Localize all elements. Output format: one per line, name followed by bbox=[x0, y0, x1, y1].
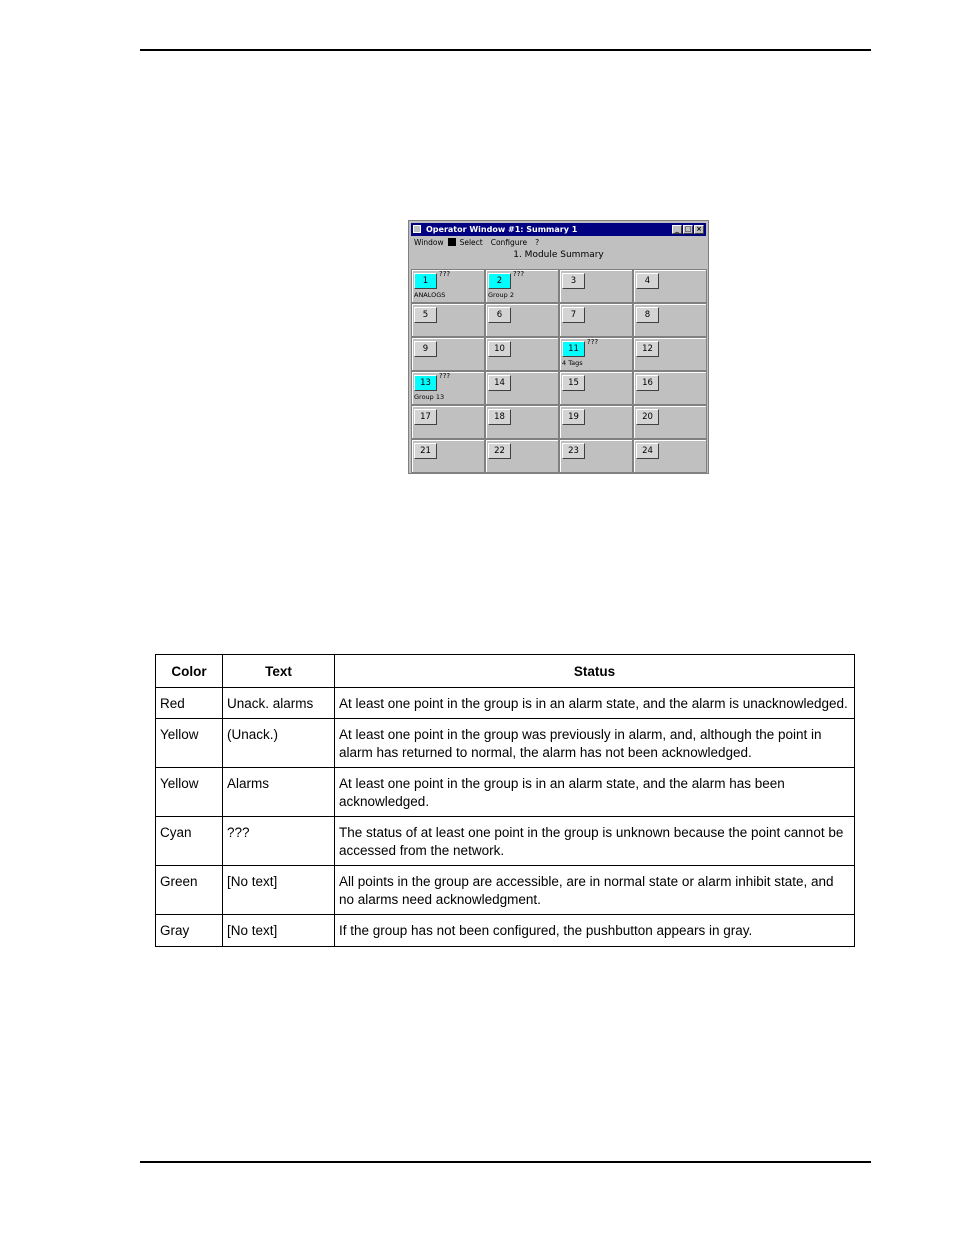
group-label: Group 13 bbox=[414, 393, 445, 401]
group-cell bbox=[559, 405, 633, 439]
cell-text: [No text] bbox=[223, 915, 335, 947]
menu-select[interactable]: Select bbox=[459, 238, 483, 247]
group-pushbutton[interactable]: 17 bbox=[414, 409, 437, 425]
window-titlebar[interactable] bbox=[411, 223, 706, 236]
status-color-table bbox=[155, 654, 855, 947]
footer-rule bbox=[140, 1161, 871, 1163]
group-cell bbox=[559, 269, 633, 303]
group-cell bbox=[411, 269, 485, 303]
group-cell bbox=[411, 439, 485, 473]
table-row bbox=[156, 687, 855, 719]
table-row bbox=[156, 866, 855, 915]
cell-text: Unack. alarms bbox=[223, 687, 335, 719]
group-pushbutton[interactable]: 22 bbox=[488, 443, 511, 459]
group-status-text: ??? bbox=[587, 338, 599, 346]
group-status-text: ??? bbox=[439, 270, 451, 278]
group-pushbutton[interactable]: 19 bbox=[562, 409, 585, 425]
group-cell bbox=[559, 371, 633, 405]
cell-color: Gray bbox=[156, 915, 223, 947]
group-pushbutton[interactable]: 18 bbox=[488, 409, 511, 425]
group-pushbutton[interactable]: 10 bbox=[488, 341, 511, 357]
header-color: Color bbox=[156, 655, 223, 688]
group-cell bbox=[485, 269, 559, 303]
group-pushbutton[interactable]: 3 bbox=[562, 273, 585, 289]
cell-color: Yellow bbox=[156, 768, 223, 817]
cell-color: Green bbox=[156, 866, 223, 915]
group-label: Group 2 bbox=[488, 291, 514, 299]
group-cell bbox=[633, 405, 707, 439]
group-pushbutton[interactable]: 6 bbox=[488, 307, 511, 323]
maximize-button[interactable]: □ bbox=[684, 225, 692, 233]
group-pushbutton[interactable]: 15 bbox=[562, 375, 585, 391]
group-pushbutton[interactable]: 20 bbox=[636, 409, 659, 425]
header-rule bbox=[140, 49, 871, 51]
group-pushbutton[interactable]: 14 bbox=[488, 375, 511, 391]
group-cell bbox=[485, 405, 559, 439]
group-pushbutton[interactable]: 8 bbox=[636, 307, 659, 323]
menu-configure[interactable]: Configure bbox=[490, 238, 528, 247]
group-pushbutton[interactable]: 7 bbox=[562, 307, 585, 323]
close-button[interactable]: × bbox=[694, 225, 704, 234]
group-pushbutton[interactable]: 23 bbox=[562, 443, 585, 459]
menu-help[interactable]: ? bbox=[535, 238, 540, 247]
group-pushbutton[interactable]: 5 bbox=[414, 307, 437, 323]
group-cell bbox=[485, 371, 559, 405]
group-cell bbox=[633, 337, 707, 371]
group-cell bbox=[559, 303, 633, 337]
group-pushbutton[interactable]: 1 bbox=[414, 273, 437, 289]
group-cell bbox=[633, 439, 707, 473]
cell-text: Alarms bbox=[223, 768, 335, 817]
group-cell bbox=[485, 337, 559, 371]
group-cell bbox=[485, 303, 559, 337]
table-row bbox=[156, 719, 855, 768]
table-header-row bbox=[156, 655, 855, 688]
menubar bbox=[414, 237, 547, 248]
group-pushbutton[interactable]: 9 bbox=[414, 341, 437, 357]
group-status-text: ??? bbox=[513, 270, 525, 278]
header-text: Text bbox=[223, 655, 335, 688]
group-label: 4 Tags bbox=[562, 359, 583, 367]
header-status: Status bbox=[335, 655, 855, 688]
group-cell bbox=[559, 439, 633, 473]
group-cell bbox=[485, 439, 559, 473]
app-icon[interactable] bbox=[413, 225, 421, 233]
group-pushbutton[interactable]: 12 bbox=[636, 341, 659, 357]
cell-status: All points in the group are accessible, are in normal state or alarm inhibit state, and no alarms need acknowledgment. bbox=[335, 866, 855, 915]
operator-window bbox=[408, 220, 709, 474]
group-cell bbox=[411, 405, 485, 439]
cell-color: Cyan bbox=[156, 817, 223, 866]
cell-text: [No text] bbox=[223, 866, 335, 915]
table-row bbox=[156, 768, 855, 817]
group-pushbutton[interactable]: 4 bbox=[636, 273, 659, 289]
group-cell bbox=[411, 337, 485, 371]
group-status-text: ??? bbox=[439, 372, 451, 380]
group-label: ANALOGS bbox=[414, 291, 446, 299]
group-pushbutton[interactable]: 2 bbox=[488, 273, 511, 289]
table-row bbox=[156, 817, 855, 866]
group-cell bbox=[411, 303, 485, 337]
window-title: Operator Window #1: Summary 1 bbox=[426, 225, 578, 234]
menu-window[interactable]: Window bbox=[414, 238, 444, 247]
group-pushbutton[interactable]: 24 bbox=[636, 443, 659, 459]
group-pushbutton[interactable]: 16 bbox=[636, 375, 659, 391]
cell-status: The status of at least one point in the group is unknown because the point cannot be accessed from the network. bbox=[335, 817, 855, 866]
group-cell bbox=[411, 371, 485, 405]
cell-status: At least one point in the group is in an alarm state, and the alarm is unacknowledged. bbox=[335, 687, 855, 719]
group-pushbutton[interactable]: 21 bbox=[414, 443, 437, 459]
color-swatch-icon bbox=[448, 238, 456, 246]
group-pushbutton[interactable]: 13 bbox=[414, 375, 437, 391]
cell-text: ??? bbox=[223, 817, 335, 866]
group-pushbutton[interactable]: 11 bbox=[562, 341, 585, 357]
cell-color: Red bbox=[156, 687, 223, 719]
cell-status: If the group has not been configured, the pushbutton appears in gray. bbox=[335, 915, 855, 947]
cell-status: At least one point in the group was previously in alarm, and, although the point in alarm has returned to normal, the alarm has not been acknowledged. bbox=[335, 719, 855, 768]
summary-heading: 1. Module Summary bbox=[513, 250, 604, 260]
group-button-grid bbox=[411, 269, 707, 473]
group-cell bbox=[633, 303, 707, 337]
group-cell bbox=[633, 371, 707, 405]
group-cell bbox=[633, 269, 707, 303]
cell-status: At least one point in the group is in an alarm state, and the alarm has been acknowledged. bbox=[335, 768, 855, 817]
minimize-button[interactable]: _ bbox=[672, 225, 682, 234]
cell-color: Yellow bbox=[156, 719, 223, 768]
table-row bbox=[156, 915, 855, 947]
cell-text: (Unack.) bbox=[223, 719, 335, 768]
group-cell bbox=[559, 337, 633, 371]
